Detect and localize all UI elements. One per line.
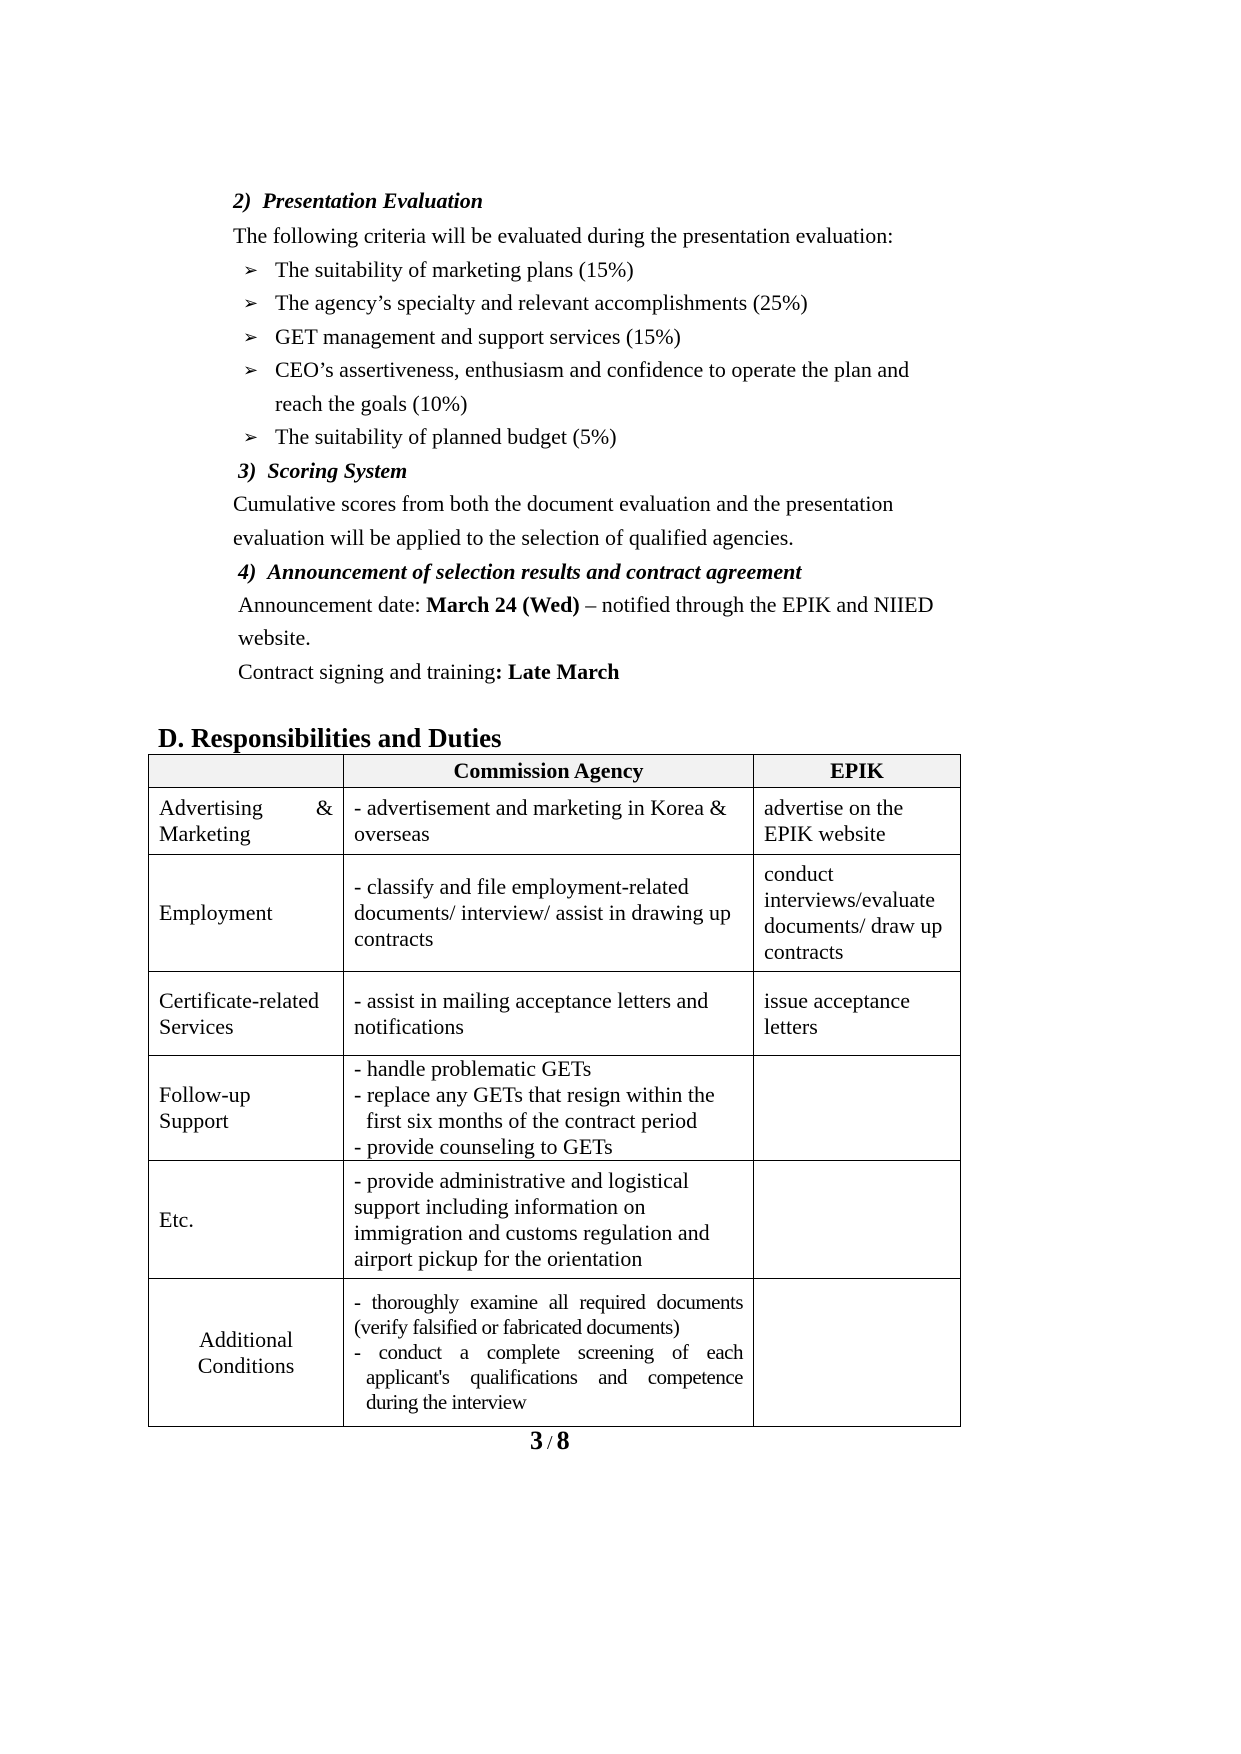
column-header-category — [149, 755, 344, 788]
presentation-heading — [233, 188, 483, 214]
agency-text: (verify falsified or fabricated documents) — [354, 1315, 680, 1339]
agency-text: - thoroughly examine all required documents — [354, 1290, 743, 1314]
column-header-epik: EPIK — [754, 755, 961, 788]
agency-cell — [344, 1161, 754, 1279]
epik-cell — [754, 972, 961, 1056]
total-pages: 8 — [556, 1426, 570, 1455]
epik-text: interviews/evaluate — [764, 887, 936, 912]
agency-text: applicant's qualifications and competence — [366, 1365, 743, 1389]
table-row — [149, 855, 961, 972]
category-cell — [149, 1279, 344, 1427]
table-row — [149, 1279, 961, 1427]
responsibilities-table — [148, 754, 961, 1427]
agency-text: - handle problematic GETs — [354, 1056, 592, 1081]
announcement-date-suffix: – notified through the EPIK and NIIED — [579, 592, 934, 617]
agency-text: immigration and customs regulation and — [354, 1219, 710, 1245]
agency-cell — [344, 788, 754, 855]
arrow-bullet-icon: ➢ — [243, 293, 259, 313]
announcement-date-line2: website. — [238, 625, 311, 650]
criteria-item: CEO’s assertiveness, enthusiasm and confidence to operate the plan and — [275, 357, 910, 382]
scoring-text-line: evaluation will be applied to the selection of qualified agencies. — [233, 525, 794, 550]
announcement-date-value: March 24 (Wed) — [426, 592, 580, 617]
scoring-heading — [238, 458, 407, 484]
agency-text: - provide administrative and logistical — [354, 1167, 689, 1193]
column-header-agency: Commission Agency — [344, 755, 754, 788]
epik-text: contracts — [764, 939, 844, 964]
epik-cell — [754, 788, 961, 855]
announcement-date-line — [238, 593, 934, 617]
heading-number: 3) — [238, 458, 257, 483]
epik-text: documents/ draw up — [764, 913, 943, 938]
category-cell — [149, 788, 344, 855]
agency-cell — [344, 855, 754, 972]
category-text: Certificate-related — [159, 987, 320, 1013]
agency-text: support including information on — [354, 1193, 646, 1219]
agency-cell — [344, 1279, 754, 1427]
announcement-date-label: Announcement date: — [238, 592, 427, 617]
category-text: Advertising — [159, 795, 263, 820]
arrow-bullet-icon: ➢ — [243, 360, 259, 380]
category-text: Support — [159, 1108, 229, 1133]
epik-cell — [754, 1056, 961, 1161]
agency-text: first six months of the contract period — [366, 1108, 698, 1133]
contract-label: Contract signing and training — [238, 659, 496, 684]
agency-text: - assist in mailing acceptance letters and — [354, 987, 709, 1013]
epik-cell — [754, 1161, 961, 1279]
epik-text: letters — [764, 1013, 818, 1039]
agency-text: notifications — [354, 1013, 464, 1039]
heading-text: Announcement of selection results and contract agreement — [267, 559, 802, 584]
announcement-heading — [238, 559, 801, 585]
table-row — [149, 1161, 961, 1279]
contract-line — [238, 660, 619, 684]
criteria-item: The agency’s specialty and relevant accomplishments (25%) — [275, 290, 808, 315]
agency-text: - conduct a complete screening of each — [354, 1340, 743, 1364]
section-title: D. Responsibilities and Duties — [158, 723, 502, 753]
agency-text: airport pickup for the orientation — [354, 1245, 643, 1271]
scoring-text-line: Cumulative scores from both the document evaluation and the presentation — [233, 491, 894, 516]
criteria-item: GET management and support services (15%) — [275, 324, 681, 349]
arrow-bullet-icon: ➢ — [243, 327, 259, 347]
category-cell: Employment — [149, 855, 344, 972]
agency-text: contracts — [354, 926, 434, 951]
category-text: Additional — [198, 1326, 294, 1352]
heading-text: Scoring System — [267, 458, 408, 483]
criteria-item-continuation: reach the goals (10%) — [275, 391, 468, 416]
epik-text: issue acceptance — [764, 987, 910, 1013]
category-text: Services — [159, 1013, 234, 1039]
page-separator: / — [547, 1432, 553, 1454]
epik-cell — [754, 1279, 961, 1427]
page-number — [530, 1426, 570, 1456]
epik-text: advertise on the — [764, 795, 904, 820]
heading-number: 2) — [233, 188, 252, 213]
epik-text: conduct — [764, 861, 834, 886]
heading-text: Presentation Evaluation — [262, 188, 483, 213]
epik-cell — [754, 855, 961, 972]
table-header-row — [149, 755, 961, 788]
agency-text: - provide counseling to GETs — [354, 1134, 613, 1159]
presentation-intro: The following criteria will be evaluated during the presentation evaluation: — [233, 223, 894, 248]
table-row — [149, 972, 961, 1056]
epik-text: EPIK website — [764, 821, 886, 846]
category-text: Conditions — [197, 1352, 295, 1378]
agency-text: - classify and file employment-related — [354, 874, 689, 899]
current-page: 3 — [530, 1426, 543, 1455]
category-cell — [149, 972, 344, 1056]
agency-text: - advertisement and marketing in Korea & — [354, 795, 727, 820]
table-row — [149, 788, 961, 855]
arrow-bullet-icon: ➢ — [243, 260, 259, 280]
arrow-bullet-icon: ➢ — [243, 427, 259, 447]
table-row — [149, 1056, 961, 1161]
criteria-item: The suitability of marketing plans (15%) — [275, 257, 634, 282]
agency-text: - replace any GETs that resign within the — [354, 1082, 715, 1107]
heading-number: 4) — [238, 559, 257, 584]
agency-text: overseas — [354, 821, 430, 846]
agency-cell — [344, 1056, 754, 1161]
category-line — [159, 795, 333, 821]
category-text: Follow-up — [159, 1082, 251, 1107]
category-text: & — [315, 795, 333, 820]
agency-text: documents/ interview/ assist in drawing up — [354, 900, 731, 925]
category-cell: Etc. — [149, 1161, 344, 1279]
category-text: Marketing — [159, 821, 251, 846]
agency-text: during the interview — [366, 1390, 527, 1414]
category-cell — [149, 1056, 344, 1161]
contract-value: : Late March — [495, 659, 620, 684]
criteria-item: The suitability of planned budget (5%) — [275, 424, 617, 449]
agency-cell — [344, 972, 754, 1056]
